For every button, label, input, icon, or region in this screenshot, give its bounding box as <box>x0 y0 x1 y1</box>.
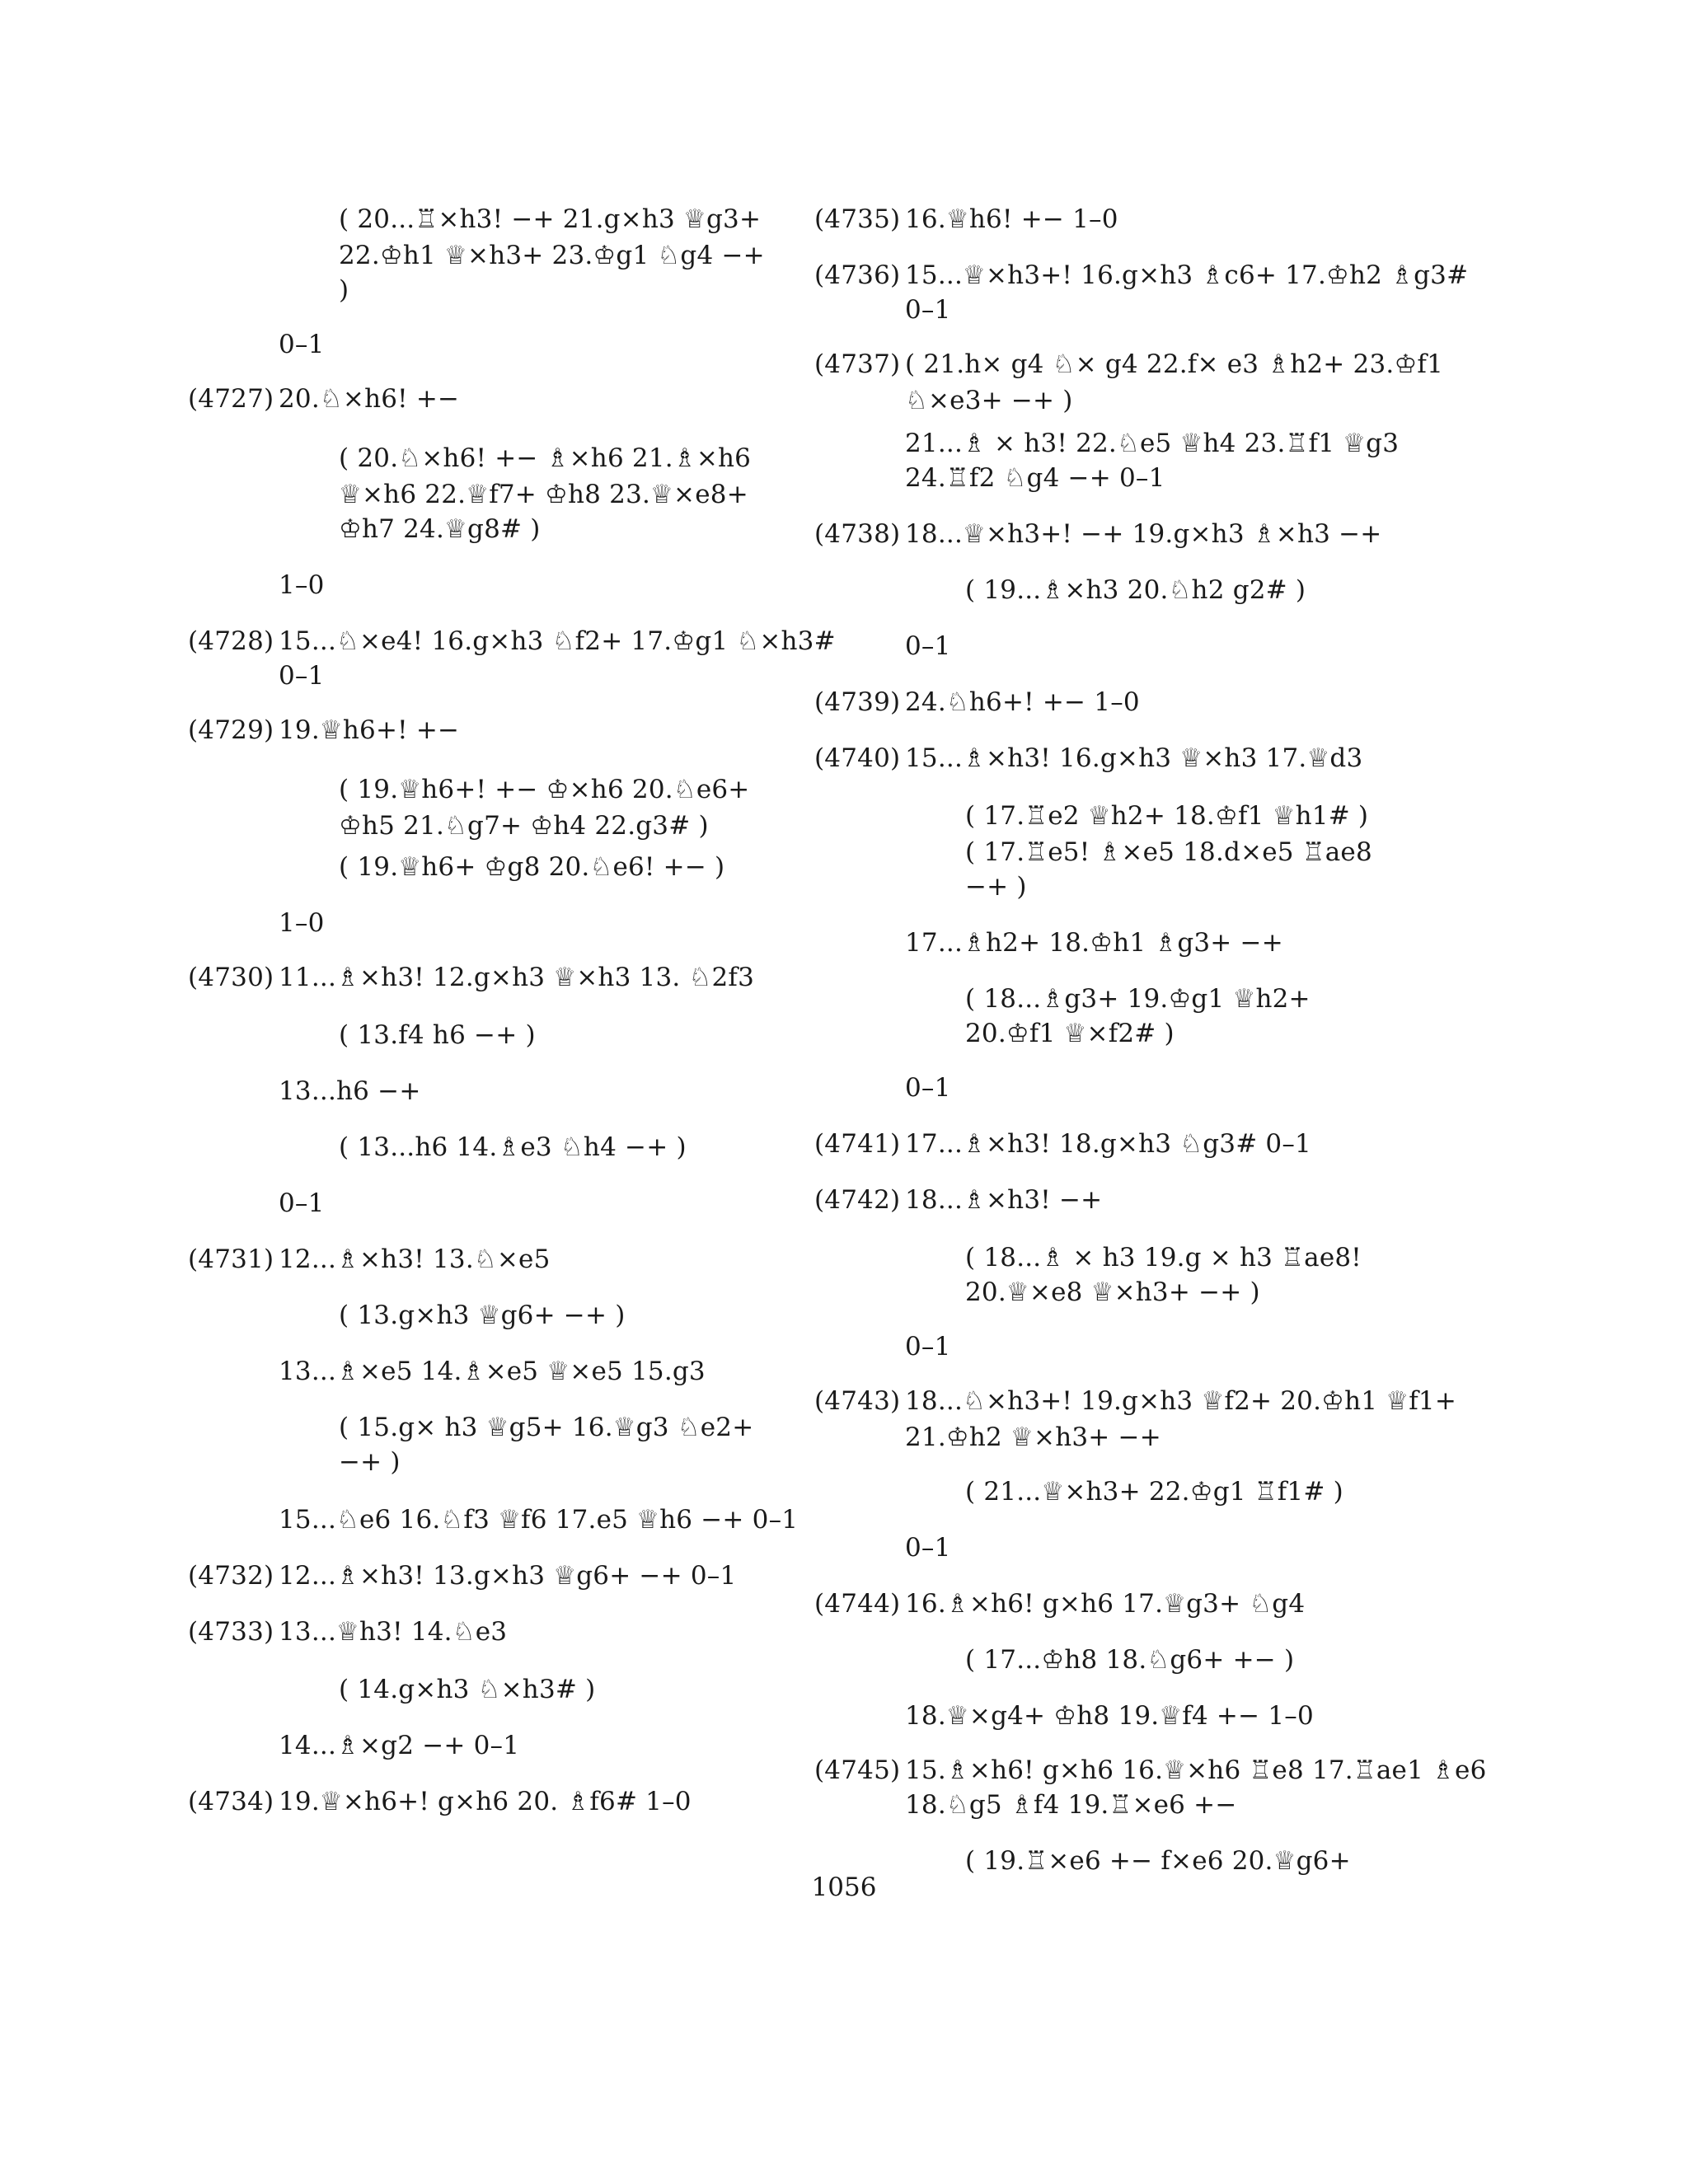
variation-line: ( 17...♔h8 18.♘g6+ +− ) <box>965 1645 1295 1675</box>
continuation-line: 21.♔h2 ♕×h3+ −+ <box>905 1422 1161 1452</box>
entry-number: (4740) <box>814 743 901 773</box>
entry-number: (4736) <box>814 260 901 290</box>
entry-number: (4732) <box>188 1561 274 1591</box>
entry-line <box>814 1586 1305 1622</box>
entry-number: (4738) <box>814 519 901 549</box>
move-text: 12...♗×h3! 13.g×h3 ♕g6+ −+ 0–1 <box>279 1561 737 1591</box>
entry-line <box>814 516 1381 552</box>
move-text: 12...♗×h3! 13.♘×e5 <box>279 1244 551 1274</box>
move-text: ( 21.h× g4 ♘× g4 22.f× e3 ♗h2+ 23.♔f1 <box>905 349 1444 379</box>
move-text: 18...♘×h3+! 19.g×h3 ♕f2+ 20.♔h1 ♕f1+ <box>905 1386 1457 1416</box>
entry-line <box>188 623 836 659</box>
text-line: ( 20...♖×h3! −+ 21.g×h3 ♕g3+ <box>339 204 762 234</box>
result-line: 0–1 <box>905 1332 951 1361</box>
entry-number: (4733) <box>188 1617 274 1647</box>
entry-line <box>814 257 1468 293</box>
variation-line: ( 13.g×h3 ♕g6+ −+ ) <box>339 1301 626 1330</box>
entry-line <box>188 712 459 748</box>
continuation-line: 18.♕×g4+ ♔h8 19.♕f4 +− 1–0 <box>905 1701 1314 1731</box>
variation-line: ( 17.♖e2 ♕h2+ 18.♔f1 ♕h1# ) <box>965 801 1369 831</box>
continuation-line: 21...♗ × h3! 22.♘e5 ♕h4 23.♖f1 ♕g3 <box>905 429 1400 458</box>
variation-line: ( 18...♗g3+ 19.♔g1 ♕h2+ <box>965 984 1311 1014</box>
result-line: 0–1 <box>905 631 951 661</box>
entry-number: (4743) <box>814 1386 901 1416</box>
entry-number: (4741) <box>814 1129 901 1159</box>
entry-number: (4728) <box>188 626 274 656</box>
move-text: 19.♕×h6+! g×h6 20. ♗f6# 1–0 <box>279 1787 692 1816</box>
entry-line <box>188 1558 736 1594</box>
variation-line: ( 17.♖e5! ♗×e5 18.d×e5 ♖ae8 <box>965 837 1372 867</box>
move-text: 24.♘h6+! +− 1–0 <box>905 687 1140 717</box>
continuation-line: 14...♗×g2 −+ 0–1 <box>279 1731 520 1760</box>
continuation-line: 13...♗×e5 14.♗×e5 ♕×e5 15.g3 <box>279 1357 706 1386</box>
entry-number: (4745) <box>814 1755 901 1785</box>
move-text: 15...♕×h3+! 16.g×h3 ♗c6+ 17.♔h2 ♗g3# <box>905 260 1469 290</box>
variation-line: ( 20.♘×h6! +− ♗×h6 21.♗×h6 <box>339 443 752 473</box>
entry-number: (4730) <box>188 963 274 992</box>
entry-line <box>814 201 1118 237</box>
variation-line: ♔h7 24.♕g8# ) <box>339 514 541 544</box>
result-line: 0–1 <box>279 330 325 359</box>
result-line: 1–0 <box>279 908 325 938</box>
continuation-line: 24.♖f2 ♘g4 −+ 0–1 <box>905 463 1165 493</box>
entry-line <box>188 381 459 417</box>
entry-line <box>814 1126 1311 1162</box>
variation-line: 20.♔f1 ♕×f2# ) <box>965 1019 1175 1048</box>
move-text: 11...♗×h3! 12.g×h3 ♕×h3 13. ♘2f3 <box>279 963 755 992</box>
continuation-line: 13...h6 −+ <box>279 1076 421 1106</box>
entry-number: (4735) <box>814 204 901 234</box>
entry-number: (4727) <box>188 384 274 414</box>
result-line: 0–1 <box>905 1533 951 1563</box>
entry-line <box>814 346 1443 382</box>
variation-line: ♕×h6 22.♕f7+ ♔h8 23.♕×e8+ <box>339 480 748 509</box>
entry-line <box>814 740 1362 776</box>
result-line: 1–0 <box>279 570 325 600</box>
result-line: 0–1 <box>905 1073 951 1103</box>
move-text: 18...♗×h3! −+ <box>905 1185 1103 1215</box>
entry-number: (4744) <box>814 1589 901 1619</box>
move-text: 16.♕h6! +− 1–0 <box>905 204 1118 234</box>
variation-line: ( 13.f4 h6 −+ ) <box>339 1020 536 1050</box>
variation-line: ( 19.♕h6+ ♔g8 20.♘e6! +− ) <box>339 852 725 882</box>
entry-number: (4742) <box>814 1185 901 1215</box>
variation-line: ( 13...h6 14.♗e3 ♘h4 −+ ) <box>339 1132 687 1162</box>
variation-line: ( 14.g×h3 ♘×h3# ) <box>339 1675 596 1704</box>
variation-line: ( 21...♕×h3+ 22.♔g1 ♖f1# ) <box>965 1477 1343 1507</box>
variation-line: ( 19...♗×h3 20.♘h2 g2# ) <box>965 575 1306 605</box>
move-text: 15...♘×e4! 16.g×h3 ♘f2+ 17.♔g1 ♘×h3# <box>279 626 836 656</box>
variation-line: 20.♕×e8 ♕×h3+ −+ ) <box>965 1277 1260 1307</box>
variation-line: −+ ) <box>965 872 1027 902</box>
move-text: 16.♗×h6! g×h6 17.♕g3+ ♘g4 <box>905 1589 1306 1619</box>
page-number: 1056 <box>811 1872 877 1902</box>
continuation-line: 17...♗h2+ 18.♔h1 ♗g3+ −+ <box>905 928 1283 958</box>
variation-line: ( 19.♕h6+! +− ♔×h6 20.♘e6+ <box>339 775 750 804</box>
move-text: 17...♗×h3! 18.g×h3 ♘g3# 0–1 <box>905 1129 1311 1159</box>
continuation-line: 15...♘e6 16.♘f3 ♕f6 17.e5 ♕h6 −+ 0–1 <box>279 1505 799 1535</box>
result-line: 0–1 <box>905 295 951 325</box>
result-line: 0–1 <box>279 661 325 691</box>
variation-line: ( 15.g× h3 ♕g5+ 16.♕g3 ♘e2+ <box>339 1413 754 1442</box>
variation-line: ♘×e3+ −+ ) <box>905 386 1073 415</box>
entry-number: (4734) <box>188 1787 274 1816</box>
entry-number: (4729) <box>188 715 274 745</box>
move-text: 19.♕h6+! +− <box>279 715 460 745</box>
entry-line <box>188 1241 551 1277</box>
variation-line: ( 18...♗ × h3 19.g × h3 ♖ae8! <box>965 1243 1362 1272</box>
text-line: 22.♔h1 ♕×h3+ 23.♔g1 ♘g4 −+ <box>339 241 765 270</box>
move-text: 15.♗×h6! g×h6 16.♕×h6 ♖e8 17.♖ae1 ♗e6 <box>905 1755 1487 1785</box>
variation-line: −+ ) <box>339 1447 401 1477</box>
entry-line <box>188 1614 507 1650</box>
entry-line <box>814 1182 1102 1218</box>
move-text: 20.♘×h6! +− <box>279 384 460 414</box>
move-text: 13...♕h3! 14.♘e3 <box>279 1617 508 1647</box>
entry-line <box>814 684 1140 720</box>
entry-line <box>814 1752 1487 1788</box>
continuation-line: 18.♘g5 ♗f4 19.♖×e6 +− <box>905 1790 1237 1820</box>
entry-number: (4737) <box>814 349 901 379</box>
move-text: 18...♕×h3+! −+ 19.g×h3 ♗×h3 −+ <box>905 519 1382 549</box>
entry-number: (4731) <box>188 1244 274 1274</box>
entry-line <box>188 959 754 996</box>
entry-line <box>814 1383 1456 1419</box>
text-line: ) <box>339 275 349 305</box>
variation-line: ♔h5 21.♘g7+ ♔h4 22.g3# ) <box>339 811 709 841</box>
result-line: 0–1 <box>279 1188 325 1218</box>
move-text: 15...♗×h3! 16.g×h3 ♕×h3 17.♕d3 <box>905 743 1363 773</box>
variation-line: ( 19.♖×e6 +− f×e6 20.♕g6+ <box>965 1846 1351 1876</box>
entry-line <box>188 1783 692 1820</box>
entry-number: (4739) <box>814 687 901 717</box>
